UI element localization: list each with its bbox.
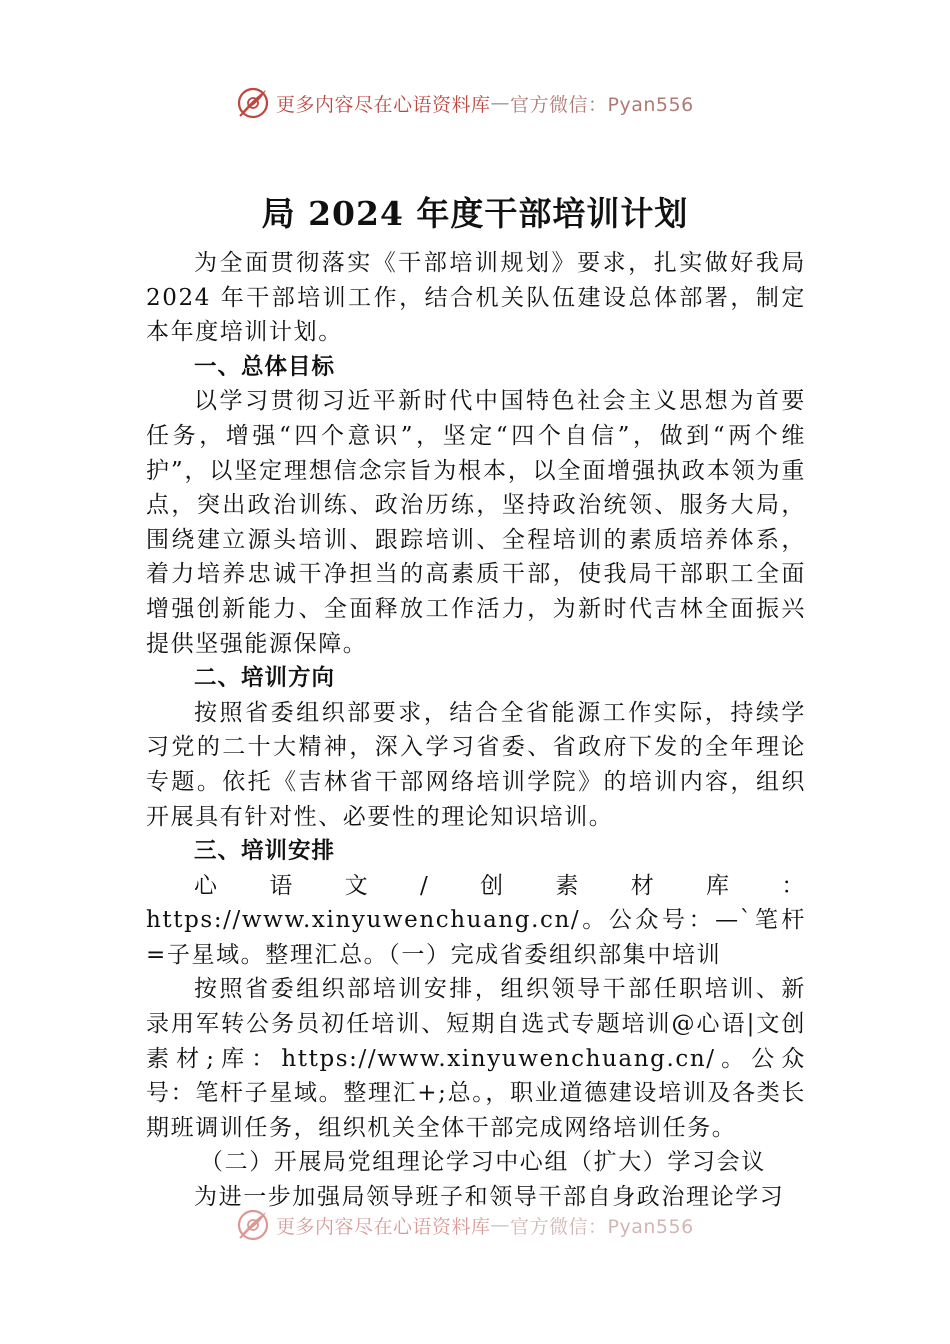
watermark-separator: —	[490, 92, 511, 114]
section-1-heading: 一、总体目标	[194, 353, 336, 380]
section-2-heading: 二、培训方向	[194, 665, 336, 692]
document-title: 局 2024 年度干部培训计划	[261, 194, 689, 233]
intro-paragraph: 为全面贯彻落实《干部培训规划》要求，扎实做好我局 2024 年干部培训工作，结合机关队伍建设总体部署，制定本年度培训计划。	[146, 250, 806, 346]
section-3-sub-2-body: 为进一步加强局领导班子和领导干部自身政治理论学习	[194, 1184, 785, 1211]
header-watermark	[236, 85, 694, 121]
footer-watermark	[236, 1207, 694, 1243]
section-3-heading: 三、培训安排	[194, 838, 336, 865]
watermark-separator: —	[490, 1214, 511, 1236]
document-body	[146, 246, 806, 1215]
watermark-wechat: 官方微信：Pyan556	[510, 93, 694, 116]
watermark-wechat: 官方微信：Pyan556	[510, 1215, 694, 1238]
watermark-text: 更多内容尽在心语资料库	[276, 93, 491, 116]
quill-logo-icon	[236, 86, 270, 120]
watermark-text: 更多内容尽在心语资料库	[276, 1215, 491, 1238]
section-1-body: 以学习贯彻习近平新时代中国特色社会主义思想为首要任务，增强“四个意识”，坚定“四个自信”，做到“两个维护”，以坚定理想信念宗旨为根本，以全面增强执政本领为重点，突出政治训练、政治历练，坚持政治统领、服务大局，围绕建立源头培训、跟踪培训、全程培训的素质培养体系，着力培养忠诚干净担当的高素质干部，使我局干部职工全面增强创新能力、全面释放工作活力，为新时代吉林全面振兴提供坚强能源保障。	[146, 388, 806, 657]
section-2-body: 按照省委组织部要求，结合全省能源工作实际，持续学习党的二十大精神，深入学习省委、省政府下发的全年理论专题。依托《吉林省干部网络培训学院》的培训内容，组织开展具有针对性、必要性的理论知识培训。	[146, 699, 806, 830]
quill-logo-icon	[236, 1208, 270, 1242]
section-3-body-1: 心语文/创素材库：https://www.xinyuwenchuang.cn/。公众号：—`笔杆=子星域。整理汇总。（一）完成省委组织部集中培训	[146, 872, 806, 968]
section-3-subheading-2: （二）开展局党组理论学习中心组（扩大）学习会议	[200, 1149, 766, 1176]
section-3-body-2: 按照省委组织部培训安排，组织领导干部任职培训、新录用军转公务员初任培训、短期自选式专题培训@心语|文创素材;库：https://www.xinyuwenchuang.cn/。公众号：笔杆子星域。整理汇+;总。，职业道德建设培训及各类长期班调训任务，组织机关全体干部完成网络培训任务。	[146, 976, 806, 1141]
